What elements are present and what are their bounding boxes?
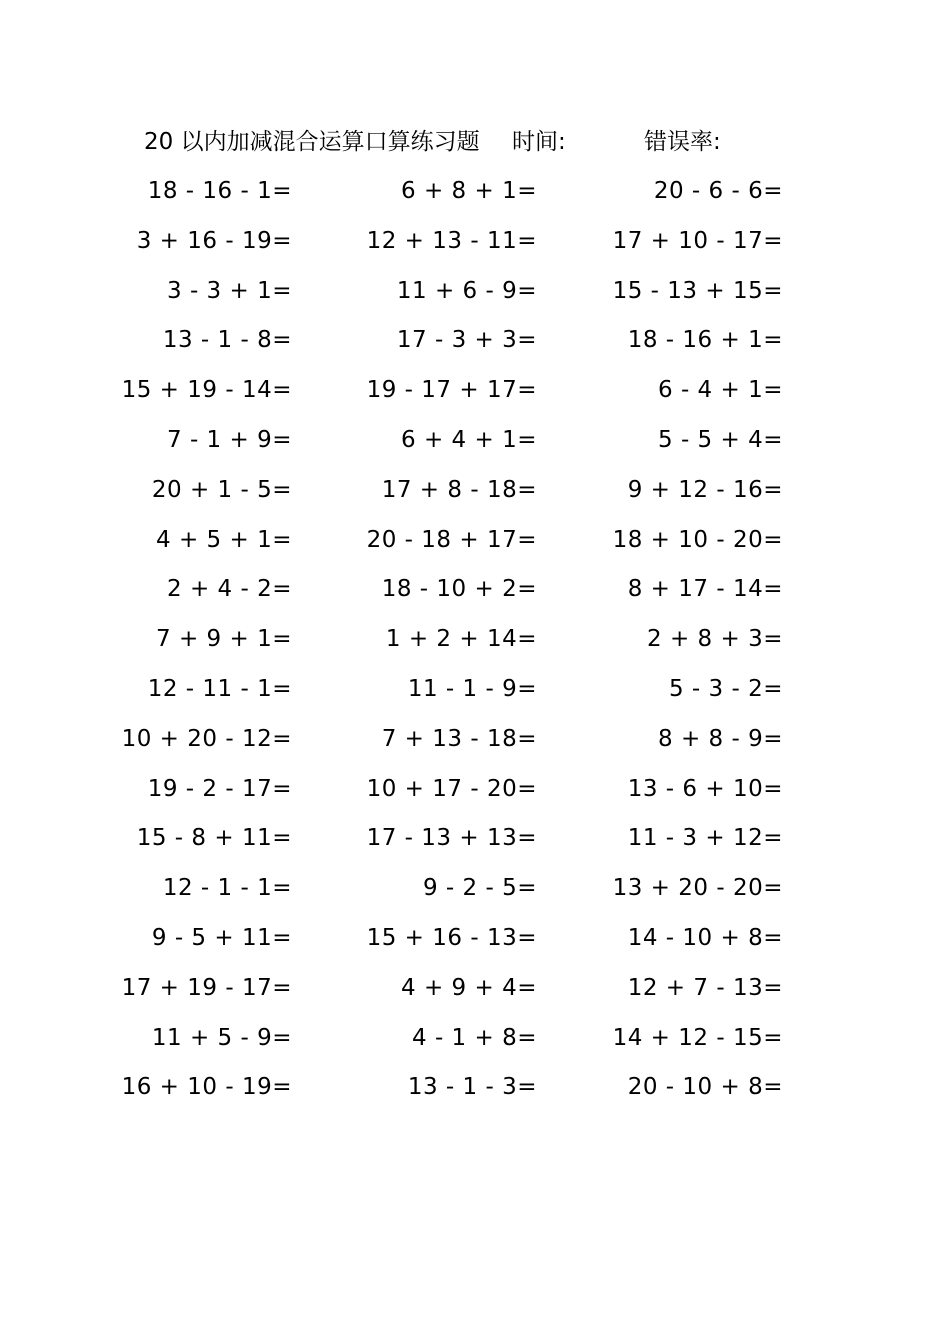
math-problem: 19 - 2 - 17=	[147, 775, 292, 802]
math-problem: 11 + 5 - 9=	[151, 1024, 292, 1051]
problem-row	[0, 222, 950, 272]
problem-row	[0, 670, 950, 720]
math-problem: 17 - 3 + 3=	[396, 327, 537, 354]
math-problem: 11 - 3 + 12=	[627, 825, 783, 852]
problem-row	[0, 720, 950, 770]
problem-row	[0, 869, 950, 919]
math-problem: 15 - 8 + 11=	[136, 825, 292, 852]
worksheet-title: 20 以内加减混合运算口算练习题	[144, 129, 480, 155]
math-problem: 8 + 8 - 9=	[658, 725, 783, 752]
math-problem: 13 - 1 - 8=	[162, 327, 292, 354]
math-problem: 3 + 16 - 19=	[136, 227, 292, 254]
math-problem: 5 - 5 + 4=	[658, 426, 783, 453]
math-problem: 18 - 10 + 2=	[381, 576, 537, 603]
problem-grid	[0, 172, 950, 1118]
math-problem: 15 + 16 - 13=	[366, 924, 537, 951]
time-label: 时间:	[512, 129, 566, 155]
math-problem: 14 - 10 + 8=	[627, 924, 783, 951]
math-problem: 14 + 12 - 15=	[612, 1024, 783, 1051]
math-problem: 1 + 2 + 14=	[385, 626, 537, 653]
worksheet-header	[0, 124, 950, 160]
math-problem: 20 - 10 + 8=	[627, 1074, 783, 1101]
math-problem: 18 - 16 + 1=	[627, 327, 783, 354]
math-problem: 12 - 11 - 1=	[147, 675, 292, 702]
math-problem: 13 + 20 - 20=	[612, 875, 783, 902]
math-problem: 17 - 13 + 13=	[366, 825, 537, 852]
math-problem: 9 + 12 - 16=	[627, 476, 783, 503]
math-problem: 12 + 7 - 13=	[627, 974, 783, 1001]
math-problem: 13 - 6 + 10=	[627, 775, 783, 802]
problem-row	[0, 471, 950, 521]
problem-row	[0, 272, 950, 322]
math-problem: 4 + 5 + 1=	[156, 526, 292, 553]
math-problem: 9 - 5 + 11=	[151, 924, 292, 951]
math-problem: 12 + 13 - 11=	[366, 227, 537, 254]
math-problem: 11 - 1 - 9=	[407, 675, 537, 702]
math-problem: 6 + 4 + 1=	[401, 426, 537, 453]
math-problem: 10 + 20 - 12=	[121, 725, 292, 752]
math-problem: 17 + 19 - 17=	[121, 974, 292, 1001]
math-problem: 11 + 6 - 9=	[396, 277, 537, 304]
problem-row	[0, 1019, 950, 1069]
math-problem: 17 + 8 - 18=	[381, 476, 537, 503]
math-problem: 16 + 10 - 19=	[121, 1074, 292, 1101]
math-problem: 18 + 10 - 20=	[612, 526, 783, 553]
problem-row	[0, 421, 950, 471]
math-problem: 7 + 9 + 1=	[156, 626, 292, 653]
problem-row	[0, 521, 950, 571]
math-problem: 7 - 1 + 9=	[167, 426, 292, 453]
math-problem: 10 + 17 - 20=	[366, 775, 537, 802]
problem-row	[0, 172, 950, 222]
math-problem: 6 + 8 + 1=	[401, 178, 537, 204]
error-rate-label: 错误率:	[644, 129, 721, 155]
math-problem: 3 - 3 + 1=	[167, 277, 292, 304]
math-problem: 15 - 13 + 15=	[612, 277, 783, 304]
math-problem: 19 - 17 + 17=	[366, 377, 537, 404]
math-problem: 20 + 1 - 5=	[151, 476, 292, 503]
math-problem: 18 - 16 - 1=	[147, 178, 292, 204]
math-problem: 12 - 1 - 1=	[162, 875, 292, 902]
math-problem: 7 + 13 - 18=	[381, 725, 537, 752]
math-problem: 6 - 4 + 1=	[658, 377, 783, 404]
math-problem: 20 - 18 + 17=	[366, 526, 537, 553]
math-problem: 4 + 9 + 4=	[401, 974, 537, 1001]
math-problem: 2 + 8 + 3=	[647, 626, 783, 653]
problem-row	[0, 919, 950, 969]
problem-row	[0, 819, 950, 869]
problem-row	[0, 371, 950, 421]
math-problem: 8 + 17 - 14=	[627, 576, 783, 603]
problem-row	[0, 570, 950, 620]
math-problem: 17 + 10 - 17=	[612, 227, 783, 254]
math-problem: 20 - 6 - 6=	[653, 178, 783, 204]
math-problem: 4 - 1 + 8=	[412, 1024, 537, 1051]
problem-row	[0, 770, 950, 820]
math-problem: 2 + 4 - 2=	[167, 576, 292, 603]
math-problem: 13 - 1 - 3=	[407, 1074, 537, 1101]
problem-row	[0, 620, 950, 670]
math-problem: 5 - 3 - 2=	[668, 675, 783, 702]
math-problem: 15 + 19 - 14=	[121, 377, 292, 404]
problem-row	[0, 1068, 950, 1118]
math-problem: 9 - 2 - 5=	[422, 875, 537, 902]
problem-row	[0, 321, 950, 371]
problem-row	[0, 969, 950, 1019]
